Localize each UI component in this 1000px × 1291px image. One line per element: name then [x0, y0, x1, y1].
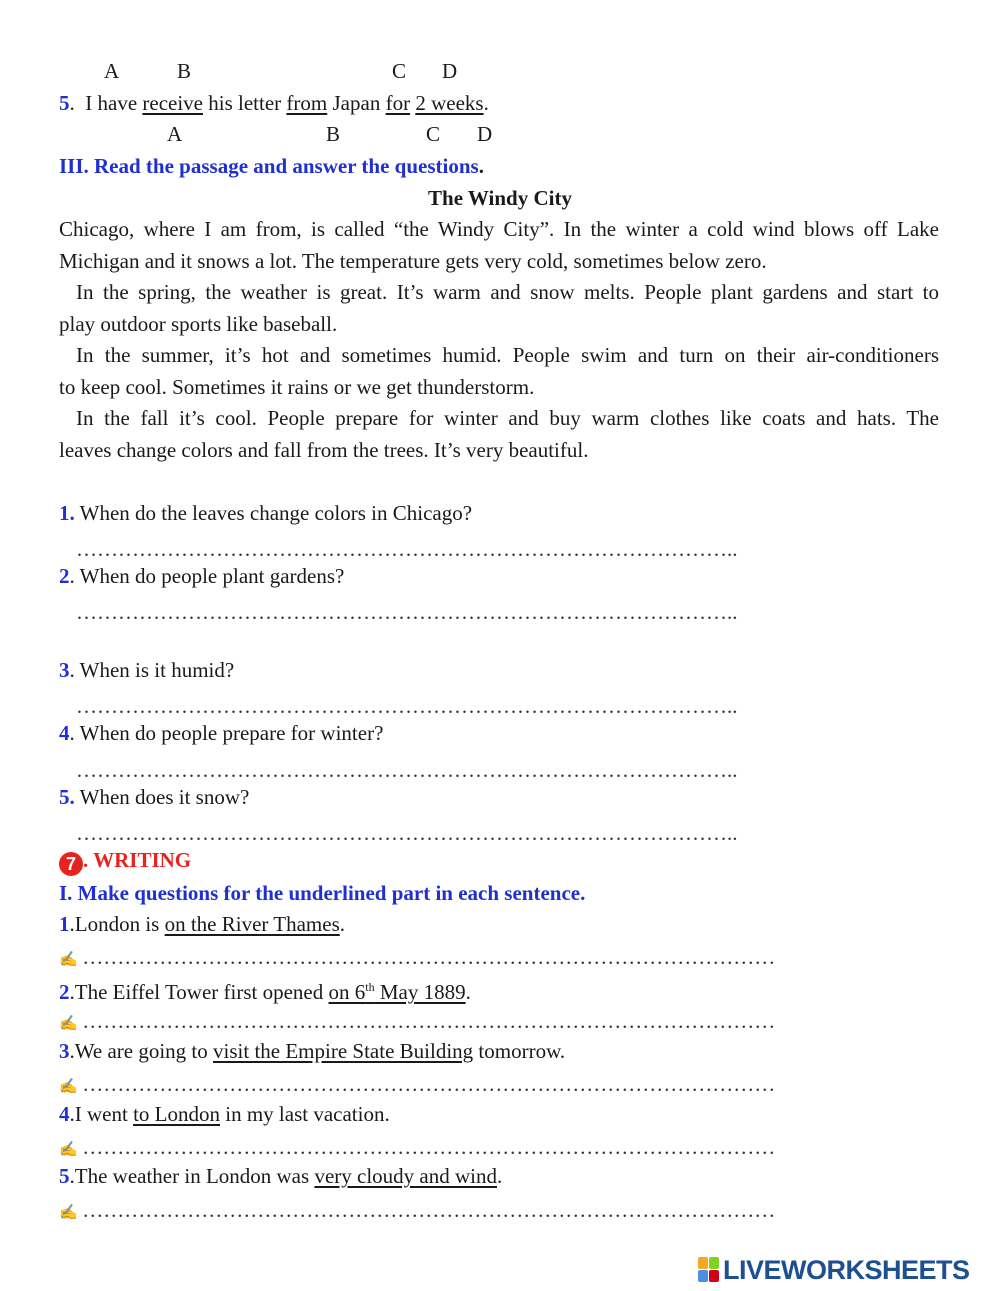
sentence-text: .We are going to [69, 1039, 214, 1063]
item-number: 4 [59, 1102, 70, 1126]
underlined-text: on 6 [328, 980, 366, 1004]
question-text: . When do people plant gardens? [69, 564, 345, 588]
ordinal-suffix: th [365, 980, 375, 994]
passage-line: Michigan and it snows a lot. The temperature gets very cold, sometimes below zero. [59, 249, 767, 273]
question-number: 1. [59, 501, 75, 525]
underlined-text: May 1889 [374, 980, 466, 1004]
writing-title: . WRITING [83, 848, 192, 872]
option-letter-d: D [442, 59, 458, 83]
option-letter-a: A [104, 59, 120, 83]
item-number: 3 [59, 1039, 70, 1063]
section-heading [59, 153, 484, 179]
underlined-option-c: for [385, 91, 411, 115]
answer-dots[interactable]: ……………………………………………………………………………………… [82, 1009, 776, 1033]
answer-dots[interactable]: ……………………………………………………………………………………… [82, 945, 776, 969]
writing-instruction: I. Make questions for the underlined part in each sentence. [59, 881, 586, 905]
question-number: 5. [59, 785, 75, 809]
sentence-text: I have [85, 91, 143, 115]
answer-dots[interactable]: ……………………………………………………………………………………… [82, 1198, 776, 1222]
item-number: 5 [59, 1164, 70, 1188]
writing-item-5 [59, 1163, 502, 1189]
answer-line-1[interactable]: ………………………………………………………………………………….. [76, 537, 738, 561]
logo-text: LIVEWORKSHEETS [723, 1254, 970, 1285]
writing-answer-4[interactable] [59, 1134, 775, 1163]
sentence-text: . [465, 980, 471, 1004]
logo-block [709, 1270, 719, 1282]
pen-icon: ✍ [59, 1142, 78, 1158]
reading-question-2 [59, 563, 344, 589]
reading-question-1 [59, 500, 472, 526]
option-letter-c: C [426, 122, 441, 146]
writing-item-1 [59, 911, 345, 937]
passage-line: In the spring, the weather is great. It’s warm and snow melts. People plant gardens and start to [76, 280, 939, 304]
writing-item-4 [59, 1101, 390, 1127]
sentence-text: .London is [69, 912, 165, 936]
underlined-part: visit the Empire State Building [213, 1039, 474, 1063]
section-number-badge: 7 [59, 852, 83, 876]
writing-answer-2[interactable] [59, 1008, 775, 1037]
underlined-part: to London [133, 1102, 220, 1126]
pen-icon: ✍ [59, 952, 78, 968]
answer-line-4[interactable]: ………………………………………………………………………………….. [76, 758, 738, 782]
sentence-text: .The weather in London was [69, 1164, 315, 1188]
logo-blocks-icon [698, 1257, 720, 1283]
passage-title: The Windy City [428, 186, 572, 210]
answer-dots[interactable]: ……………………………………………………………………………………… [82, 1072, 776, 1096]
reading-question-4 [59, 720, 383, 746]
passage-line: to keep cool. Sometimes it rains or we get thunderstorm. [59, 375, 535, 399]
question-number: 4 [59, 721, 70, 745]
sentence-text: .The Eiffel Tower first opened [69, 980, 329, 1004]
sentence-text: . [339, 912, 346, 936]
underlined-option-a: receive [142, 91, 204, 115]
writing-answer-1[interactable] [59, 944, 775, 973]
item-number: 1 [59, 912, 70, 936]
passage-line: In the summer, it’s hot and sometimes humid. People swim and turn on their air-conditioners [76, 343, 939, 367]
writing-answer-3[interactable] [59, 1071, 775, 1100]
item-number: 2 [59, 980, 70, 1004]
passage-line: play outdoor sports like baseball. [59, 312, 338, 336]
passage-line: Chicago, where I am from, is called “the Windy City”. In the winter a cold wind blows off Lake [59, 217, 939, 241]
option-letter-c: C [392, 59, 407, 83]
question-text: . When do people prepare for winter? [69, 721, 384, 745]
sentence-text: tomorrow. [473, 1039, 566, 1063]
liveworksheets-logo[interactable] [698, 1255, 970, 1285]
underlined-part [329, 980, 466, 1004]
sentence-text: . [496, 1164, 503, 1188]
answer-line-3[interactable]: ………………………………………………………………………………….. [76, 694, 738, 718]
pen-icon: ✍ [59, 1079, 78, 1095]
passage-line: In the fall it’s cool. People prepare for winter and buy warm clothes like coats and hats. The [76, 406, 939, 430]
sentence-text: Japan [327, 91, 386, 115]
sentence-text: his letter [203, 91, 287, 115]
question-number: 3 [59, 658, 70, 682]
writing-answer-5[interactable] [59, 1197, 775, 1226]
passage-line: leaves change colors and fall from the trees. It’s very beautiful. [59, 438, 589, 462]
option-letter-b: B [326, 122, 341, 146]
logo-block [698, 1270, 708, 1282]
pen-icon: ✍ [59, 1016, 78, 1032]
answer-dots[interactable]: ……………………………………………………………………………………… [82, 1135, 776, 1159]
logo-block [709, 1257, 719, 1269]
underlined-option-b: from [286, 91, 328, 115]
question-number: 5 [59, 91, 70, 115]
section-heading-text: III. Read the passage and answer the questions [59, 154, 479, 178]
logo-block [698, 1257, 708, 1269]
question-text: When do the leaves change colors in Chicago? [74, 501, 473, 525]
reading-question-3 [59, 657, 234, 683]
underlined-option-d: 2 weeks [415, 91, 484, 115]
answer-line-5[interactable]: ………………………………………………………………………………….. [76, 821, 738, 845]
sentence-text: .I went [69, 1102, 134, 1126]
writing-item-3 [59, 1038, 565, 1064]
heading-punctuation: . [478, 154, 484, 178]
option-letter-b: B [177, 59, 192, 83]
underlined-part: very cloudy and wind [314, 1164, 497, 1188]
question-number: 2 [59, 564, 70, 588]
answer-line-2[interactable]: ………………………………………………………………………………….. [76, 600, 738, 624]
option-letter-d: D [477, 122, 493, 146]
sentence-text: in my last vacation. [220, 1102, 390, 1126]
writing-heading [59, 847, 191, 876]
underlined-part: on the River Thames [164, 912, 340, 936]
option-letter-a: A [167, 122, 183, 146]
error-question-5: 5. I have receive his letter from Japan for 2 weeks. [59, 91, 489, 115]
writing-item-2 [59, 974, 471, 1005]
pen-icon: ✍ [59, 1205, 78, 1221]
question-text: When does it snow? [74, 785, 250, 809]
reading-question-5 [59, 784, 249, 810]
question-text: . When is it humid? [69, 658, 235, 682]
sentence-text: . [483, 91, 489, 115]
